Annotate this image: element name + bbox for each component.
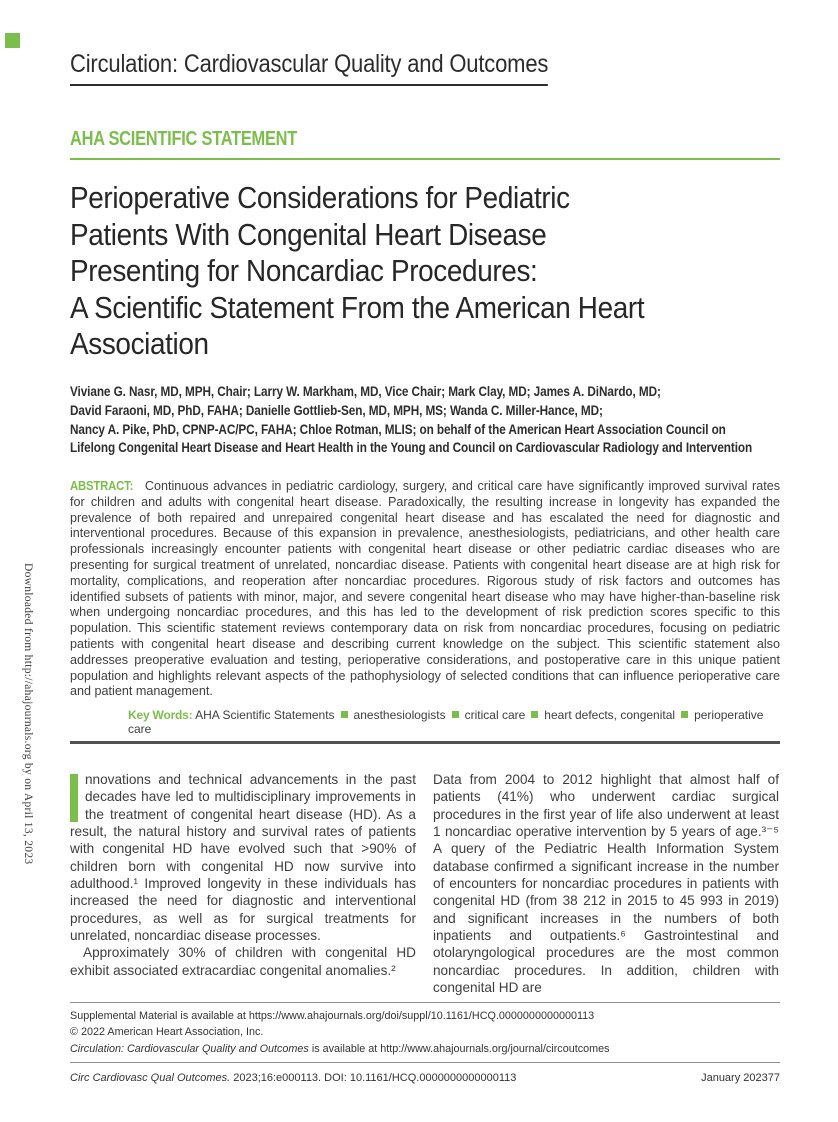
keyword-separator-icon: [341, 711, 348, 718]
title-line: Perioperative Considerations for Pediatric: [70, 180, 570, 215]
section-label: AHA SCIENTIFIC STATEMENT: [70, 128, 298, 150]
keyword-separator-icon: [452, 711, 459, 718]
authors-list: [70, 382, 780, 457]
availability-url: is available at http://www.ahajournals.org/journal/circoutcomes: [308, 1042, 610, 1055]
body-text: nnovations and technical advancements in the past decades have led to multidisciplinary improvements in the treatment of congenital heart disease (HD). As a result, the natural history and survival rates of patients with congenital HD have evolved such that >90% of children born with congenital HD now survive into adulthood.¹ Improved longevity in these individuals has increased the need for diagnostic and interventional procedures, as well as for surgical treatments for unrelated, noncardiac disease processes.: [70, 772, 416, 944]
keyword-item: perioperative care: [128, 708, 764, 736]
body-columns: [70, 771, 780, 996]
right-column: [433, 771, 779, 996]
keyword-item: heart defects, congenital: [544, 708, 676, 722]
article-title: [70, 180, 780, 363]
keywords-label: Key Words:: [128, 708, 193, 722]
citation-text: [70, 1072, 516, 1084]
abstract-label: ABSTRACT:: [70, 479, 134, 493]
citation-line: [70, 1072, 780, 1084]
citation-journal-abbrev: Circ Cardiovasc Qual Outcomes.: [70, 1072, 231, 1084]
abstract-text: Continuous advances in pediatric cardiology, surgery, and critical care have significantly improved survival rates for children and adults with congenital heart disease. Paradoxically, the resulting increase in longevity has expanded the prevalence of both repaired and unrepaired congenital heart disease and has escalated the need for diagnostic and interventional procedures. Because of this expansion in prevalence, anesthesiologists, pediatricians, and other health care professionals increasingly encounter patients with congenital heart disease or other pediatric cardiac diseases who are presenting for surgical treatment of unrelated, noncardiac disease. Patients with congenital heart disease are at high risk for mortality, complications, and reoperation after noncardiac procedures. Rigorous study of risk factors and outcomes has identified subsets of patients with minor, major, and severe congenital heart disease who may have higher-than-baseline risk when undergoing noncardiac procedures, and this has led to the development of risk prediction scores specific to this population. This scientific statement reviews contemporary data on risk from noncardiac procedures, focusing on pediatric patients with congenital heart disease and describing current knowledge on the subject. This scientific statement also addresses preoperative evaluation and testing, perioperative considerations, and postoperative care in this unique patient population and highlights relevant aspects of the pathophysiology of selected conditions that can influence perioperative care and patient management.: [70, 479, 780, 699]
dropcap-bar-icon: [70, 774, 78, 822]
author-line: Lifelong Congenital Heart Disease and Heart Health in the Young and Council on Cardiovascular Radiology and Intervention: [70, 439, 753, 456]
keyword-item: anesthesiologists: [353, 708, 446, 722]
copyright-note: © 2022 American Heart Association, Inc.: [70, 1026, 264, 1039]
journal-title: Circulation: Cardiovascular Quality and Outcomes: [70, 50, 548, 86]
body-paragraph: Approximately 30% of children with congenital HD exhibit associated extracardiac congenital anomalies.²: [70, 945, 416, 978]
keyword-item: critical care: [464, 708, 526, 722]
availability-note: [70, 1041, 780, 1057]
green-registration-mark: [5, 33, 20, 48]
keywords-line: [128, 708, 780, 736]
footer-rule: [70, 1002, 780, 1003]
title-line: Association: [70, 326, 209, 361]
citation-rule: [70, 1062, 780, 1063]
section-strip: [70, 128, 780, 160]
availability-journal-name: Circulation: Cardiovascular Quality and Outcomes: [70, 1042, 309, 1055]
left-column: [70, 771, 416, 996]
title-line: A Scientific Statement From the American Heart: [70, 289, 645, 325]
issue-info: [701, 1072, 780, 1084]
author-line: Viviane G. Nasr, MD, MPH, Chair; Larry W. Markham, MD, Vice Chair; Mark Clay, MD; James A. DiNardo, MD;: [70, 383, 661, 399]
download-watermark: Downloaded from http://ahajournals.org by on April 13, 2023: [22, 563, 34, 865]
abstract: [70, 479, 780, 700]
body-paragraph: [70, 771, 416, 944]
citation-doi: 2023;16:e000113. DOI: 10.1161/HCQ.0000000000000113: [230, 1072, 517, 1084]
author-line: David Faraoni, MD, PhD, FAHA; Danielle Gottlieb-Sen, MD, MPH, MS; Wanda C. Miller-Hance, MD;: [70, 401, 603, 418]
footer-notes: [70, 1008, 780, 1057]
section-divider: [70, 741, 780, 744]
keyword-separator-icon: [531, 711, 538, 718]
body-paragraph: Data from 2004 to 2012 highlight that almost half of patients (41%) who underwent cardiac surgical procedures in the first year of life also underwent at least 1 noncardiac operative intervention by 5 years of age.³⁻⁵ A query of the Pediatric Health Information System database confirmed a significant increase in the number of encounters for noncardiac procedures in patients with congenital HD (from 38 212 in 2015 to 45 993 in 2019) and significant increases in the numbers of both inpatients and outpatients.⁶ Gastrointestinal and otolaryngological procedures are the most common noncardiac procedures. In addition, children with congenital HD are: [433, 772, 779, 996]
page-number: 77: [767, 1072, 780, 1084]
keyword-item: AHA Scientific Statements: [195, 708, 335, 722]
supplemental-note: Supplemental Material is available at https://www.ahajournals.org/doi/suppl/10.1161/HCQ.0000000000000113: [70, 1010, 595, 1022]
keyword-separator-icon: [681, 711, 688, 718]
author-line: Nancy A. Pike, PhD, CPNP-AC/PC, FAHA; Chloe Rotman, MLIS; on behalf of the American Heart Association Council on: [70, 420, 726, 437]
title-line: Patients With Congenital Heart Disease: [70, 216, 547, 252]
title-line: Presenting for Noncardiac Procedures:: [70, 253, 538, 288]
issue-date: January 2023: [701, 1072, 768, 1084]
